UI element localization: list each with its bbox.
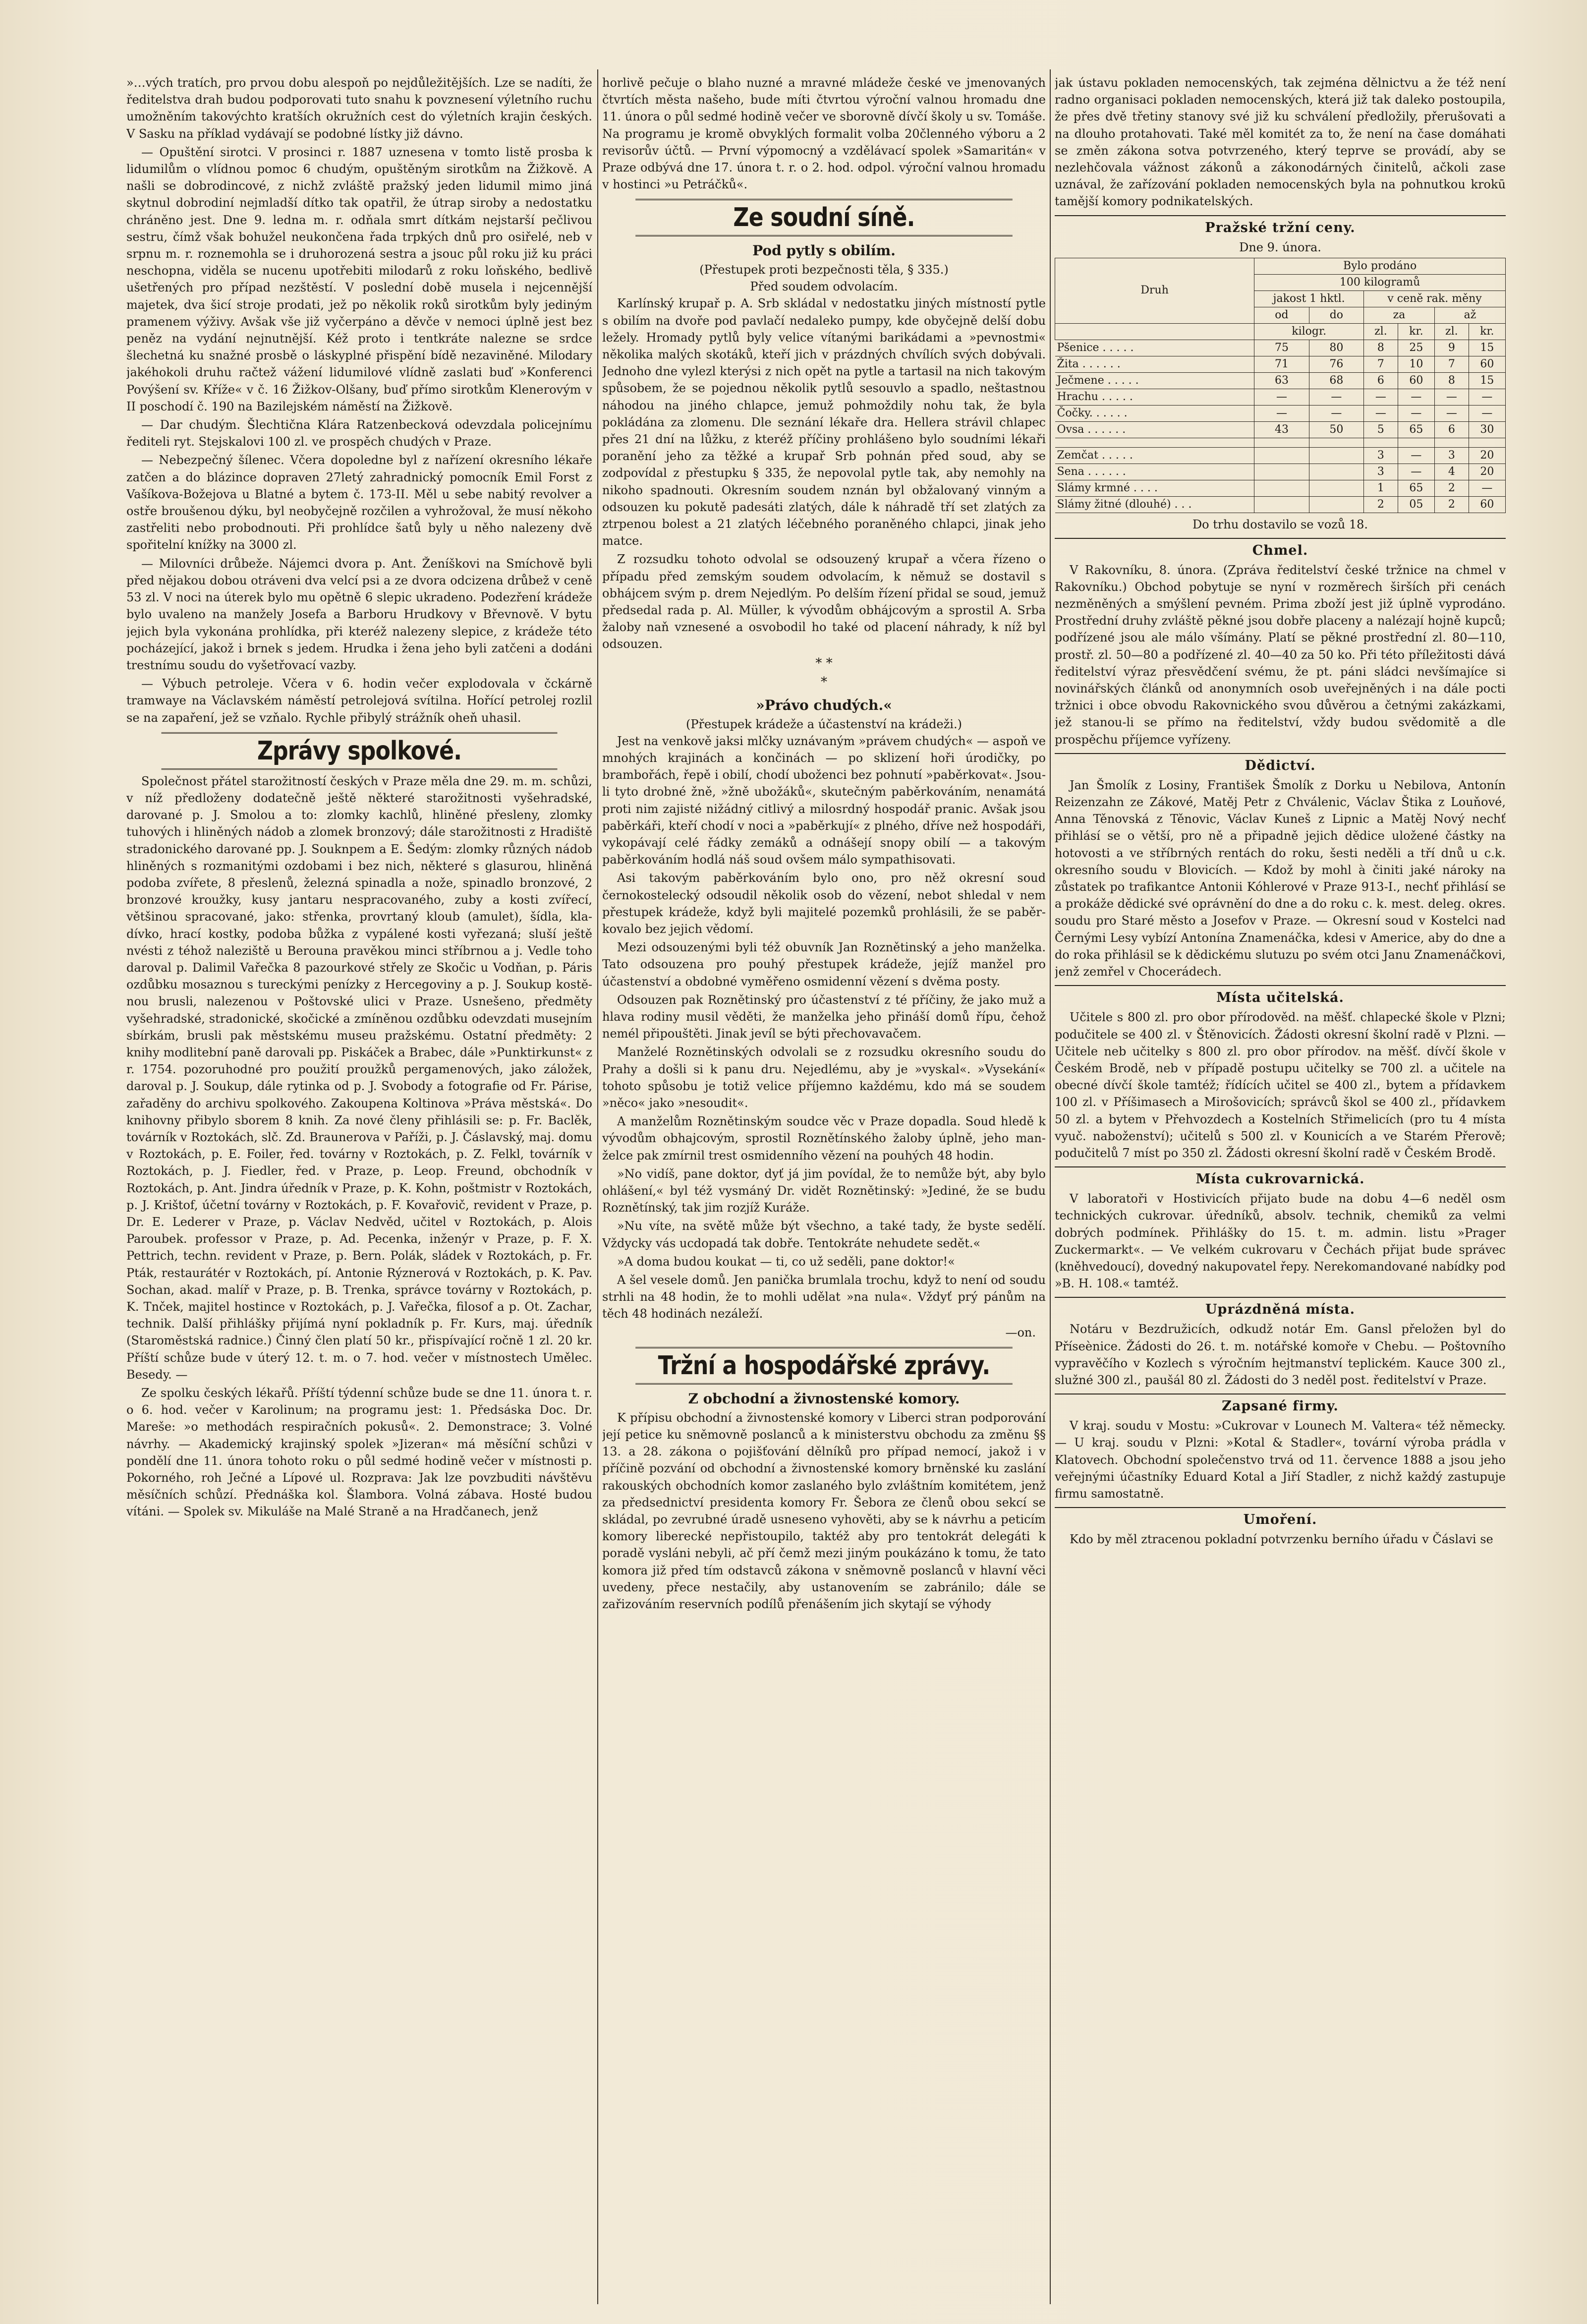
article-signature: —on. (1005, 1325, 1036, 1339)
column-2 (602, 74, 1046, 2304)
article-pravo-6: A manželům Roznětinským soudce věc v Praze dopadla. Soud hledě k vývodům obhajcovým, sprostil Roznětínského žaloby úplně, jeho manželce pak zmírnil trest osmidenního vězení na pouhých 48 hodin. (602, 1114, 1046, 1162)
section-heading-firmy: Zapsané firmy. (1055, 1394, 1506, 1415)
article-subtitle: Před soudem odvolacím. (750, 280, 898, 294)
column-1 (126, 74, 592, 2304)
price-table-header-az: až (1434, 307, 1505, 323)
price-cell-od: 43 (1254, 421, 1309, 438)
price-cell-kr2: 30 (1469, 421, 1505, 438)
price-cell-zl2: 9 (1434, 340, 1469, 356)
article-pravo-5: Manželé Roznětinských odvolali se z rozsudku okresního soudu do Prahy a došli si k panu dru. Nejedlému, aby je »vyskal«. »Vysekání« tohoto spůsobu je totiž velice příjemno každému, kdo má se soudem »něco« jako »nesoudit«. (602, 1045, 1046, 1110)
price-cell-kr1: 25 (1398, 340, 1434, 356)
price-cell-name: Ovsa . . . . . . (1055, 421, 1254, 438)
price-cell-zl1: 5 (1364, 421, 1398, 438)
article-petrolej: — Výbuch petroleje. Včera v 6. hodin večer explodovala v čckárně tramwaye na Václavském náměstí petrolejová svítilna. Hořící petrolej rozlil se na zapaření, jež se vzňalo. Rychle přibylý strážník oheň uhasil. (126, 677, 592, 725)
price-table-header-od: od (1254, 307, 1309, 323)
price-cell-zl1: 3 (1364, 464, 1398, 480)
article-title-pravo: »Právo chudých.« (756, 697, 892, 713)
price-table-header-druh: Druh (1055, 258, 1254, 323)
price-cell-kr1: — (1398, 389, 1434, 405)
section-heading-spolkove: Zprávy spolkové. (162, 732, 558, 770)
price-table-unit-kilogr: kilogr. (1254, 323, 1364, 340)
price-cell-name: Pšenice . . . . . (1055, 340, 1254, 356)
section-heading-ucitelska: Místa učitelská. (1055, 985, 1506, 1007)
article-ucitelska: Učitele s 800 zl. pro obor přírodověd. na měšť. chlapecké škole v Plzni; podučitele se 400 zl. v Štěnovicích. Žádosti okresní školní radě v Plzni. — Učitele neb učitelky s 800 zl. pro obor přírodov. na měšť. dívčí škole v Českém Brodě, neb v případě postupu učitelky se 700 zl. a učitele na obecné dívčí škole tamtéž; řídících učitel se 400 zl., bytem a přídavkem 100 zl. v Příšimasech a Mirošovicích; správců škol se 400 zl., přídavkem 50 zl. a bytem v Přehvozdech a Kostelních Střimelicích (pro tu 4 místa vyuč. naboženství); učitelů s 500 zl. v Kounicích a ve Starém Přerově; podučitelů 7 míst po 350 zl. Žádosti okresní školní radě v Českém Brodě. (1055, 1010, 1506, 1160)
article-pravo-3: Mezi odsouzenými byli též obuvník Jan Roznětinský a jeho manželka. Tato odsouzena pro pouhý přestupek krádeže, jejíž manžel pro účastenství a obdobné vyměřeno osmidenní vězení s dvěma posty. (602, 940, 1046, 988)
price-cell-zl2: — (1434, 405, 1469, 421)
price-cell-kr2: 20 (1469, 464, 1505, 480)
price-cell-kr2: 15 (1469, 372, 1505, 389)
price-cell-name: Zemčat . . . . . (1055, 447, 1254, 464)
article-chmel: V Rakovníku, 8. února. (Zpráva ředitelství české tržnice na chmel v Rakovníku.) Obchod pobytuje se nyní v rozměrech širších při cenách nezměněných a smýšlení pevném. Prima zboží jest již úplně vyprodáno. Prostřední druhy zvláště pěkné jsou dobře placeny a nalézají hojně kupců; podřízené jsou ale málo všímány. Platí se pěkné prostřední zl. 80—110, prostř. zl. 50—80 a podřízené zl. 40—40 za 50 ko. Při této příležitosti dává ředitelství výraz přesvědčení svému, že pt. páni sládci nevšímajíce si novinářských článků od anonymních osob uveřejněných i na dále pocti tržnici i obce obvodu Rakovnického svou důvěrou a četnými zakázkami, jež stanou-li se přímo na ředitelství, vždy budou svědomitě a dle prospěchu příjemce vyřízeny. (1055, 563, 1506, 747)
price-cell-kr1: — (1398, 447, 1434, 464)
article-komora: K přípisu obchodní a živnostenské komory v Liberci stran podporování její petice ku sněmovně poslanců a k ministerstvu obchodu za změnu §§ 13. a 28. zákona o pojišťování dělníků pro případ nemocí, jakož i v příčině pozvání od obchodní a živnostenské komory brněnské ku zaslání rakouských obchodních komor zaslaného bylo zvláštním komitétem, jenž za předsednictví presidenta komory Fr. Šebora ze členů obou sekcí se skládal, po zevrubné úradě usneseno vyhověti, aby se k návrhu a peticím komory liberecké nepřistoupilo, taktéž aby pro tentokrát delegáti k poradě vysláni nebyli, ač pří čemž mezi jiným poukázáno k tomu, že tato komora již před tím odstavců zákona v sněmovně poslanců v hlavní věci uvedeny, přece nestačily, aby ustanovením se zabránilo; dále se zařizováním reservních podílů přenášením jich skytají se výhody (602, 1410, 1046, 1612)
price-cell-do: — (1309, 405, 1363, 421)
price-table-unit-zl: zl. (1434, 323, 1469, 340)
article-silenec: — Nebezpečný šílenec. Včera dopoledne byl z nařízení okresního lékaře zatčen a do blázince dopraven 27letý zahradnický pomocník Emil Forst z Vašíkova-Božejova u Blatné a bytem č. 173-II. Měl u sebe nabitý revolver a ostře broušenou dýku, byl neobyčejně rozčilen a vyhrožoval, že musí někoho zastřeliti nebo probodnouti. Při prohlídce šatů byly u něho nalezeny dvě spořitelní knížky na 3000 zl. (126, 453, 592, 552)
price-cell-kr2: — (1469, 480, 1505, 496)
section-heading-dedictvi: Dědictví. (1055, 753, 1506, 775)
price-table-header-jakost: jakost 1 hktl. (1254, 290, 1364, 307)
article-continuation: jak ústavu pokladen nemocenských, tak zejména dělnictvu a že též není radno organisaci pokladen nemocenských, která již tak daleko postoupila, že přes dvě třetiny stanovy své již ku schválení předložily, přerušovati a na dlouho protahovati. Také měl komitét za to, že není na čase domáhati se změn zákona sotva potvrzeného, který teprve se provádí, aby se nezlehčovala vážnost zákonů a zákonodárných činitelů, ačkoli zase uznával, že zařízování pokladen nemocenských byla na pohnutkou krokū tamější komory podnikatelských. (1055, 76, 1506, 209)
price-cell-do: 68 (1309, 372, 1363, 389)
section-heading-cukrovar: Místa cukrovarnická. (1055, 1166, 1506, 1188)
price-cell-zl1: 7 (1364, 356, 1398, 372)
article-cukrovar: V laboratoři v Hostivicích přijato bude na dobu 4—6 neděl osm technických cukrovar. úředníků, absolv. technik, chemiků za velmi dobrých podmínek. Přihlášky do 15. t. m. admin. listu »Prager Zuckermarkt«. — Ve velkém cukrovaru v Čechách přijat bude správec (kněhvedoucí), dovedný nakupovatel řepy. Nerekomandované nabídky pod »B. H. 108.« tamtéž. (1055, 1192, 1506, 1291)
separator-stars: * * (815, 655, 833, 671)
price-cell-do: — (1309, 389, 1363, 405)
price-table-row (1055, 464, 1506, 480)
price-cell-name: Sena . . . . . . (1055, 464, 1254, 480)
price-table-row (1055, 421, 1506, 438)
article-continuation: horlivě pečuje o blaho nuzné a mravné mládeže české ve jmenovaných čtvrtích města našeho, bude míti čtvrtou výroční valnou hromadu dne 11. února o půl sedmé hodině večer ve sborovně dívčí školy u sv. Tomáše. Na programu je kromě obvyklých formalit volba 20členného výboru a 2 revisorův účtů. — První výpomocný a vzdělávací spolek »Samaritán« v Praze odbývá dne 17. února t. r. o 2. hod. odpol. výroční valnou hromadu v hostinci »u Petráčků«. (602, 76, 1046, 192)
section-heading-uprazdnena: Uprázdněná místa. (1055, 1297, 1506, 1319)
section-heading-ceny: Pražské tržní ceny. (1055, 215, 1506, 237)
price-cell-zl2: 8 (1434, 372, 1469, 389)
section-heading-chmel: Chmel. (1055, 538, 1506, 560)
column-rule (1050, 69, 1051, 2304)
price-table-row (1055, 389, 1506, 405)
price-cell-kr2: 60 (1469, 496, 1505, 513)
price-cell-kr1: — (1398, 405, 1434, 421)
article-starozitnosti: Společnost přátel starožitností českých v Praze měla dne 29. m. m. schůzi, v níž předloženy dodatečně ještě některé starožitnosti vyšehradské, darované p. J. Smolou a to: zlomky kachlů, hliněné přesleny, zlomky tuhových i hliněných nádob a zlomek bronzový; dále starožitnosti z Hradiště stradonického darované pp. J. Souknpem a E. Šedým: zlomky různých nádob hliněných s rozmanitými ozdobami i bez nich, některé s glasurou, hliněná podoba zvířete, 8 přeslenů, železná spinadla a nože, spinadlo bronzové, 2 bronzové kroužky, kusy jantaru nespracovaného, zuby a kosti zvířecí, většinou spracované, jako: střenka, provrtaný kloub (amulet), šídla, kladívko, hrací kostky, podoba bůžka z vypálené kosti vyřezaná; sluší ještě nvésti z téhož naleziště u Berouna pravěkou minci stříbrnou a j. Vedle toho daroval p. Dalimil Vařečka 8 pazourkové střely ze Skočic u Vodňan, p. Páris ozdůbku mosaznou s tureckými penízky z Hercegoviny a p. J. Soukup kostěnou brusli, nalezenou v Poštovské ulici v Praze. Usnešeno, předměty vyšehradské, stradonické, skočické a zmíněnou ozdůbku odevzdati musejním sbírkám, brusli pak městskému museu pražskému. Ostatní předměty: 2 knihy modlitební paně darovali pp. Piskáček a Brabec, dále »Punktirkunst« z r. 1754. pozoruhodné pro použití proužků pergamenových, jako záložek, daroval p. J. Soukup, dále rytinka od p. J. Svobody a fotografie od Fr. Párise, zařaděny do archivu spolkového. Zakoupena Koltinova »Práva městská«. Do knihovny přibylo sborem 8 knih. Za nové členy přihlásili se: p. Fr. Baclěk, továrník v Roztokách, slč. Zd. Braunerova v Paříži, p. J. Čáslavský, maj. domu v Roztokách, p. E. Foiler, řed. továrny v Roztokách, p. Z. Felkl, továrník v Roztokách, p. J. Fiedler, řed. v Praze, p. Leop. Freund, obchodník v Roztokách, p. Ant. Jindra úředník v Praze, p. K. Kohn, poštmistr v Roztokách, p. J. Krištof, účetní továrny v Roztokách, p. F. Kovařovič, revident v Praze, p. Dr. E. Lederer v Praze, p. Václav Nedvěd, učitel v Roztokách, p. Alois Paroubek. professor v Praze, p. Ad. Pecenka, inženýr v Praze, p. F. X. Pettrich, techn. revident v Praze, p. Bern. Polák, sládek v Roztokách, p. Fr. Pták, restaurátér v Roztokách, pí. Antonie Rýznerová v Roztokách, p. K. Pav. Sochan, akad. malíř v Praze, p. B. Trenka, správce továrny v Roztokách, p. K. Tnček, majitel hostince v Roztokách, p. J. Vařečka, filosof a p. Ot. Zachar, technik. Další přihlášky přijímá nyní pokladník p. Fr. Kurs, maj. úředník (Staroměstská radnice.) Činný člen platí 50 kr., přispívající ročně 1 zl. 20 kr. Příští schůze bude v úterý 12. t. m. o 7. hod. večer v místnostech Umělec. Besedy. — (126, 774, 592, 1382)
price-cell-zl1: 6 (1364, 372, 1398, 389)
article-title-pytly: Pod pytly s obilím. (752, 242, 896, 259)
price-cell-kr1: — (1398, 464, 1434, 480)
price-cell-kr2: — (1469, 389, 1505, 405)
price-cell-zl1: 3 (1364, 447, 1398, 464)
section-heading-soudni: Ze soudní síně. (635, 199, 1013, 236)
price-cell-empty (1309, 464, 1363, 480)
article-dedictvi: Jan Šmolík z Losiny, František Šmolík z Dorku u Nebilova, Antonín Reizenzahn ze Zákové, Matěj Petr z Chválenic, Václav Štika z Louňové, Anna Těnovská z Těnovic, Václav Kuneš z Lipnic a Matěj Nový nechť přihlásí se o větší, pro ně a připadně jejich dědice uložené částky na hotovosti a ve stříbrných rentách do roku, šesti neděli a tří dnů u c.k. okresního soudu v Blovicích. — Kdož by mohl à činiti jaké nároky na zůstatek po trafikantce Antonii Kóhlerové v Praze 913-I., nechť přihlásí se a prokáže dědické své oprávnění do dne a do roku c. k. mest. deleg. okres. soudu pro Staré město a Josefov v Praze. — Okresní soud v Kostelci nad Černými Lesy vybízí Antonína Znamenáčka, kdesi v Americe, aby do dne a do roka přihlásil se k dědickému slutuzu po svém otci Janu Znamenáčkovi, jenž zemřel v Chocerádech. (1055, 778, 1506, 979)
price-cell-name: Žita . . . . . . (1055, 356, 1254, 372)
price-cell-od: — (1254, 389, 1309, 405)
article-pytly: Karlínský krupař p. A. Srb skládal v nedostatku jiných místností pytle s obilím na dvoře pod pavlačí nedaleko pumpy, kde obyčejně delší dobu ležely. Hromady pytlů byly velice vítanými barikádami a »pevnostmi« několika malých skotáků, kteří jich v prázdných chvílích svých dobývali. Jednoho dne vylezl kterýsi z nich opět na pytle a tartasil na nich takovým spůsobem, že se pojednou několik pytlů sesouvlo a spadlo, neštastnou náhodou na jiného chlapce, jemuž pohmoždily nohu tak, že byla pokládána za zlomenu. Dle seznání lékaře dra. Hellera strávil chlapec přes 21 dní na lůžku, z kteréž příčiny prohlášeno bylo soudními lékaři poranění jeho za těžké a krupař Srb pohnán před soud, aby se zodpovídal z přestupku § 335, že nepovolal pytle tak, aby nemohly na nikoho spadnouti. Okresním soudem nznán byl obžalovaný vinným a odsouzen ku pokutě padesáti zlatých, dále k náhradě tří set zlatých za ztrpenou bolest a 21 zlatých léčebného poraněného chlapci, jinak jeho matce. (602, 296, 1046, 548)
prices-note: Do trhu dostavilo se vozů 18. (1192, 517, 1368, 531)
article-pravo-8: »Nu víte, na světě může být všechno, a také tady, že byste sedělí. Vždycky vás ucdopadá tak dobře. Tentokráte nehudete sedět.« (602, 1219, 1046, 1250)
article-pravo-7: »No vidíš, pane doktor, dyť já jim povídal, že to nemůže být, aby bylo ohlášení,« byl též vysmáný Dr. vidět Roznětinský: »Jediné, že se budu Roznětínský, tak jim rozjíž Kuráže. (602, 1166, 1046, 1215)
price-cell-od: 71 (1254, 356, 1309, 372)
article-pravo: Jest na venkově jaksi mlčky uznávaným »právem chudých« — aspoň ve mnohých krajinách a končinách — po sklizení hoři úrodičky, po brambořách, řepě i obilí, chodí uboženci bez pohnutí »paběrkovat«. Jsou-li tyto drobné žně, »žně ubožáků«, skutečným paběrkováním, nenamátá proti nim zajisté nižádný citlivý a milosrdný hospodář pranic. Avšak jsou paběrkáři, kteří chodí v noci a »paběrkují« z plného, dříve než hospodáři, vykopávají celé řádky zemáků a odnášejí snopy obilí — a takovým paběrkováním hodlá náš soud ovšem málo sympathisovati. (602, 734, 1046, 867)
price-cell-name: Hrachu . . . . . (1055, 389, 1254, 405)
price-table-unit-zl: zl. (1364, 323, 1398, 340)
price-cell-empty (1309, 496, 1363, 513)
price-table-header-za: za (1364, 307, 1435, 323)
price-cell-kr2: 20 (1469, 447, 1505, 464)
prices-date: Dne 9. února. (1239, 240, 1321, 254)
price-cell-kr1: 60 (1398, 372, 1434, 389)
price-cell-zl2: 7 (1434, 356, 1469, 372)
price-cell-zl2: — (1434, 389, 1469, 405)
price-table-header-do: do (1309, 307, 1363, 323)
price-cell-od: — (1254, 405, 1309, 421)
price-table-row (1055, 447, 1506, 464)
article-pravo-10: A šel vesele domů. Jen panička brumlala trochu, když to není od soudu strhli na 48 hodin, že to mohli udělat »na nula«. Vždyť prý pánům na těch 48 hodinách nezáleží. (602, 1273, 1046, 1321)
price-cell-kr2: 60 (1469, 356, 1505, 372)
price-cell-name: Slámy krmné . . . . (1055, 480, 1254, 496)
price-cell-do: 50 (1309, 421, 1363, 438)
article-drubez: — Milovníci drůbeže. Nájemci dvora p. Ant. Ženíškovi na Smíchově byli před nějakou dobou otráveni dva velcí psi a ze dvora odcizena drůbež v ceně 53 zl. V noci na úterek bylo mu opětně 6 slepic ukradeno. Podezření krádeže bylo uvaleno na manžely Josefa a Barboru Hrudkovy v Břevnově. V bytu jejich byla vykonána prohlídka, při kteréž nalezeny slepice, z krádeže této pocházející, jakož i brnek s jedem. Hrudka i žena jeho byli zatčeni a dodáni trestnímu soudu do vyšetřovací vazby. (126, 556, 592, 672)
article-lekaru: Ze spolku českých lékařů. Příští týdenní schůze bude se dne 11. února t. r. o 6. hod. večer v Karolinum; na programu jest: 1. Předsáska Doc. Dr. Mareše: »o methodách respiračních pokusů«. 2. Demonstrace; 3. Volné návrhy. — Akademický krajinský spolek »Jizeran« má měsíční schůzi v pondělí dne 11. února tohoto roku o půl sedmé hodině večer v místnosti p. Pokorného, roh Ječné a Lípové ul. Rozprava: Jak lze povzbuditi návštěvu měsíčních schůzí. Přednáška kol. Šlambora. Volná zábava. Hosté budou vítáni. — Spolek sv. Mikuláše na Malé Straně a na Hradčanech, jenž (126, 1386, 592, 1519)
price-table-row (1055, 496, 1506, 513)
price-cell-empty (1309, 480, 1363, 496)
price-cell-od: 75 (1254, 340, 1309, 356)
article-umoreni: Kdo by měl ztracenou pokladní potvrzenku berního úřadu v Čáslavi se (1070, 1532, 1493, 1547)
price-cell-empty (1254, 480, 1309, 496)
price-table-row (1055, 356, 1506, 372)
price-cell-empty (1254, 464, 1309, 480)
price-cell-zl1: 8 (1364, 340, 1398, 356)
price-table-row (1055, 405, 1506, 421)
price-cell-kr2: 15 (1469, 340, 1505, 356)
price-table-row (1055, 480, 1506, 496)
price-cell-empty (1309, 447, 1363, 464)
section-heading-umoreni: Umoření. (1055, 1507, 1506, 1529)
price-cell-do: 76 (1309, 356, 1363, 372)
price-cell-name: Ječmene . . . . . (1055, 372, 1254, 389)
price-cell-zl1: — (1364, 405, 1398, 421)
price-cell-zl2: 2 (1434, 480, 1469, 496)
price-table-header-100kg: 100 kilogramů (1254, 274, 1506, 290)
price-table-header-v-cene: v ceně rak. měny (1364, 290, 1506, 307)
article-dar-chudym: — Dar chudým. Šlechtična Klára Ratzenbecková odevzdala policejnímu řediteli ryt. Stejskalovi 100 zl. ve prospěch chudých v Praze. (126, 418, 592, 449)
price-table-row (1055, 372, 1506, 389)
article-subtitle: (Přestupek proti bezpečnosti těla, § 335.) (699, 263, 949, 277)
price-cell-zl2: 4 (1434, 464, 1469, 480)
price-cell-zl1: 1 (1364, 480, 1398, 496)
article-pravo-4: Odsouzen pak Roznětinský pro účastenství z té příčiny, že jako muž a hlava rodiny musil věděti, že manželka jeho přináší domů řípu, čehož nemél připouštěti. Jinak jevíl se býti přechovavačem. (602, 992, 1046, 1041)
price-table (1055, 258, 1506, 513)
price-cell-kr1: 65 (1398, 421, 1434, 438)
section-heading-trzni: Tržní a hospodářské zprávy. (635, 1347, 1013, 1385)
separator-star: * (821, 674, 827, 690)
price-cell-zl2: 2 (1434, 496, 1469, 513)
price-table-unit-kr: kr. (1469, 323, 1505, 340)
price-cell-kr1: 05 (1398, 496, 1434, 513)
price-cell-zl1: 2 (1364, 496, 1398, 513)
column-rule (597, 69, 598, 2304)
price-cell-zl2: 3 (1434, 447, 1469, 464)
price-table-header-prodano: Bylo prodáno (1254, 258, 1506, 274)
price-cell-name: Slámy žitné (dlouhé) . . . (1055, 496, 1254, 513)
price-cell-zl1: — (1364, 389, 1398, 405)
article-pravo-9: »A doma budou koukat — ti, co už seděli, pane doktor!« (617, 1254, 955, 1269)
price-table-unit-kr: kr. (1398, 323, 1434, 340)
price-cell-kr1: 65 (1398, 480, 1434, 496)
column-3 (1055, 74, 1506, 2304)
price-cell-empty (1254, 447, 1309, 464)
price-cell-kr2: — (1469, 405, 1505, 421)
price-cell-zl2: 6 (1434, 421, 1469, 438)
price-cell-kr1: 10 (1398, 356, 1434, 372)
article-intro: »…vých tratích, pro prvou dobu alespoň po nejdůležitějších. Lze se nadíti, že ředitelstva drah budou podporovati tuto snahu k povznesení výletního ruchu umožněním takovýchto kratších okružních cest do výletních krajin českých. V Sasku na příklad vydávají se podobné lístky již dávno. (126, 76, 592, 141)
price-cell-do: 80 (1309, 340, 1363, 356)
article-sirotci: — Opuštění sirotci. V prosinci r. 1887 uznesena v tomto listě prosba k lidumilům o vlídnou pomoc 6 chudým, opuštěným sirotkům na Žižkově. A našli se dobrodincové, z nichž zvláště pražský jeden lidumil mimo jiná skytnul dobrodiní nejmladší dítko tak opatřil, že útrap siroby a nedostatku chráněno jest. Dne 9. ledna m. r. odňala smrt dítkám nejstarší pečlivou sestru, čímž však bohužel neukončena řada trpkých dnů pro osiřelé, neb v srpnu m. r. roznemohla se i druhorozená sestra a jsouc půl roku již ku práci neschopna, viděla se nucenu upotřebiti milodarů z roku loňského, bedlivě ušetřených pro případ nezštěstí. V poslední době musela i nejcennější majetek, dva šicí stroje prodati, jež po několik roků sirotkům byly jediným pramenem výživy. Avšak vše již vyčerpáno a děvče v nemoci úplně jest bez peněz na vydání nejnutnější. Kéž proto i tentkráte nalezne se srdce šlechetná ku snažné prosbě o láskyplné přispění bídě nezaviněné. Milodary jakéhokoli druhu račtež vážení lidumilové vlídně zaslati buď »Konferenci Povýšení sv. Kříže« v č. 16 Žižkov-Olšany, buď přímo sirotkům Klenerovým v II poschodí č. 190 na Bazilejském náměstí na Žižkově. (126, 145, 592, 413)
article-pravo-2: Asi takovým paběrkováním bylo ono, pro něž okresní soud černokostelecký odsoudil několik osob do vězení, nebot shledal v nem přestupek krádeže, když byli majitelé pozemků prohlásili, že se paběrkovalo bez jejich vědomí. (602, 871, 1046, 936)
article-subtitle: (Přestupek krádeže a účastenství na krádeži.) (686, 717, 962, 731)
price-cell-od: 63 (1254, 372, 1309, 389)
price-table-row (1055, 340, 1506, 356)
article-pytly-2: Z rozsudku tohoto odvolal se odsouzený krupař a včera řízeno o případu před zemským soudem odvolacím, k němuž se dostavil s obhájcem svým p. drem Nejedlým. Po delším řízení přidal se soud, jemuž předsedal rada p. Al. Müller, k vývodům obhájcovým a sprostil A. Srba žaloby naň vznesené a osvobodil ho také od placení náhrady, k níž byl odsouzen. (602, 552, 1046, 651)
article-title-komora: Z obchodní a živnostenské komory. (688, 1390, 960, 1407)
price-cell-name: Čočky. . . . . . (1055, 405, 1254, 421)
price-cell-empty (1254, 496, 1309, 513)
article-firmy: V kraj. soudu v Mostu: »Cukrovar v Lounech M. Valtera« též německy. — U kraj. soudu v Plzni: »Kotal & Stadler«, tovární výroba prádla v Klatovech. Obchodní společenstvo trvá od 11. července 1888 a jsou jeho veřejnými účastníky Eduard Kotal a Jiří Stadler, z nichž každý zastupuje firmu samostatně. (1055, 1419, 1506, 1501)
article-uprazdnena: Notáru v Bezdružicích, odkudž notár Em. Gansl přeložen byl do Příseènice. Žádosti do 26. t. m. notářské komoře v Chebu. — Poštovního vypravěčího v Kozlech s výročním hejtmanství teplickém. Kauce 300 zl., služné 300 zl., paušál 80 zl. Žádosti do 3 neděl post. ředitelství v Praze. (1055, 1322, 1506, 1387)
